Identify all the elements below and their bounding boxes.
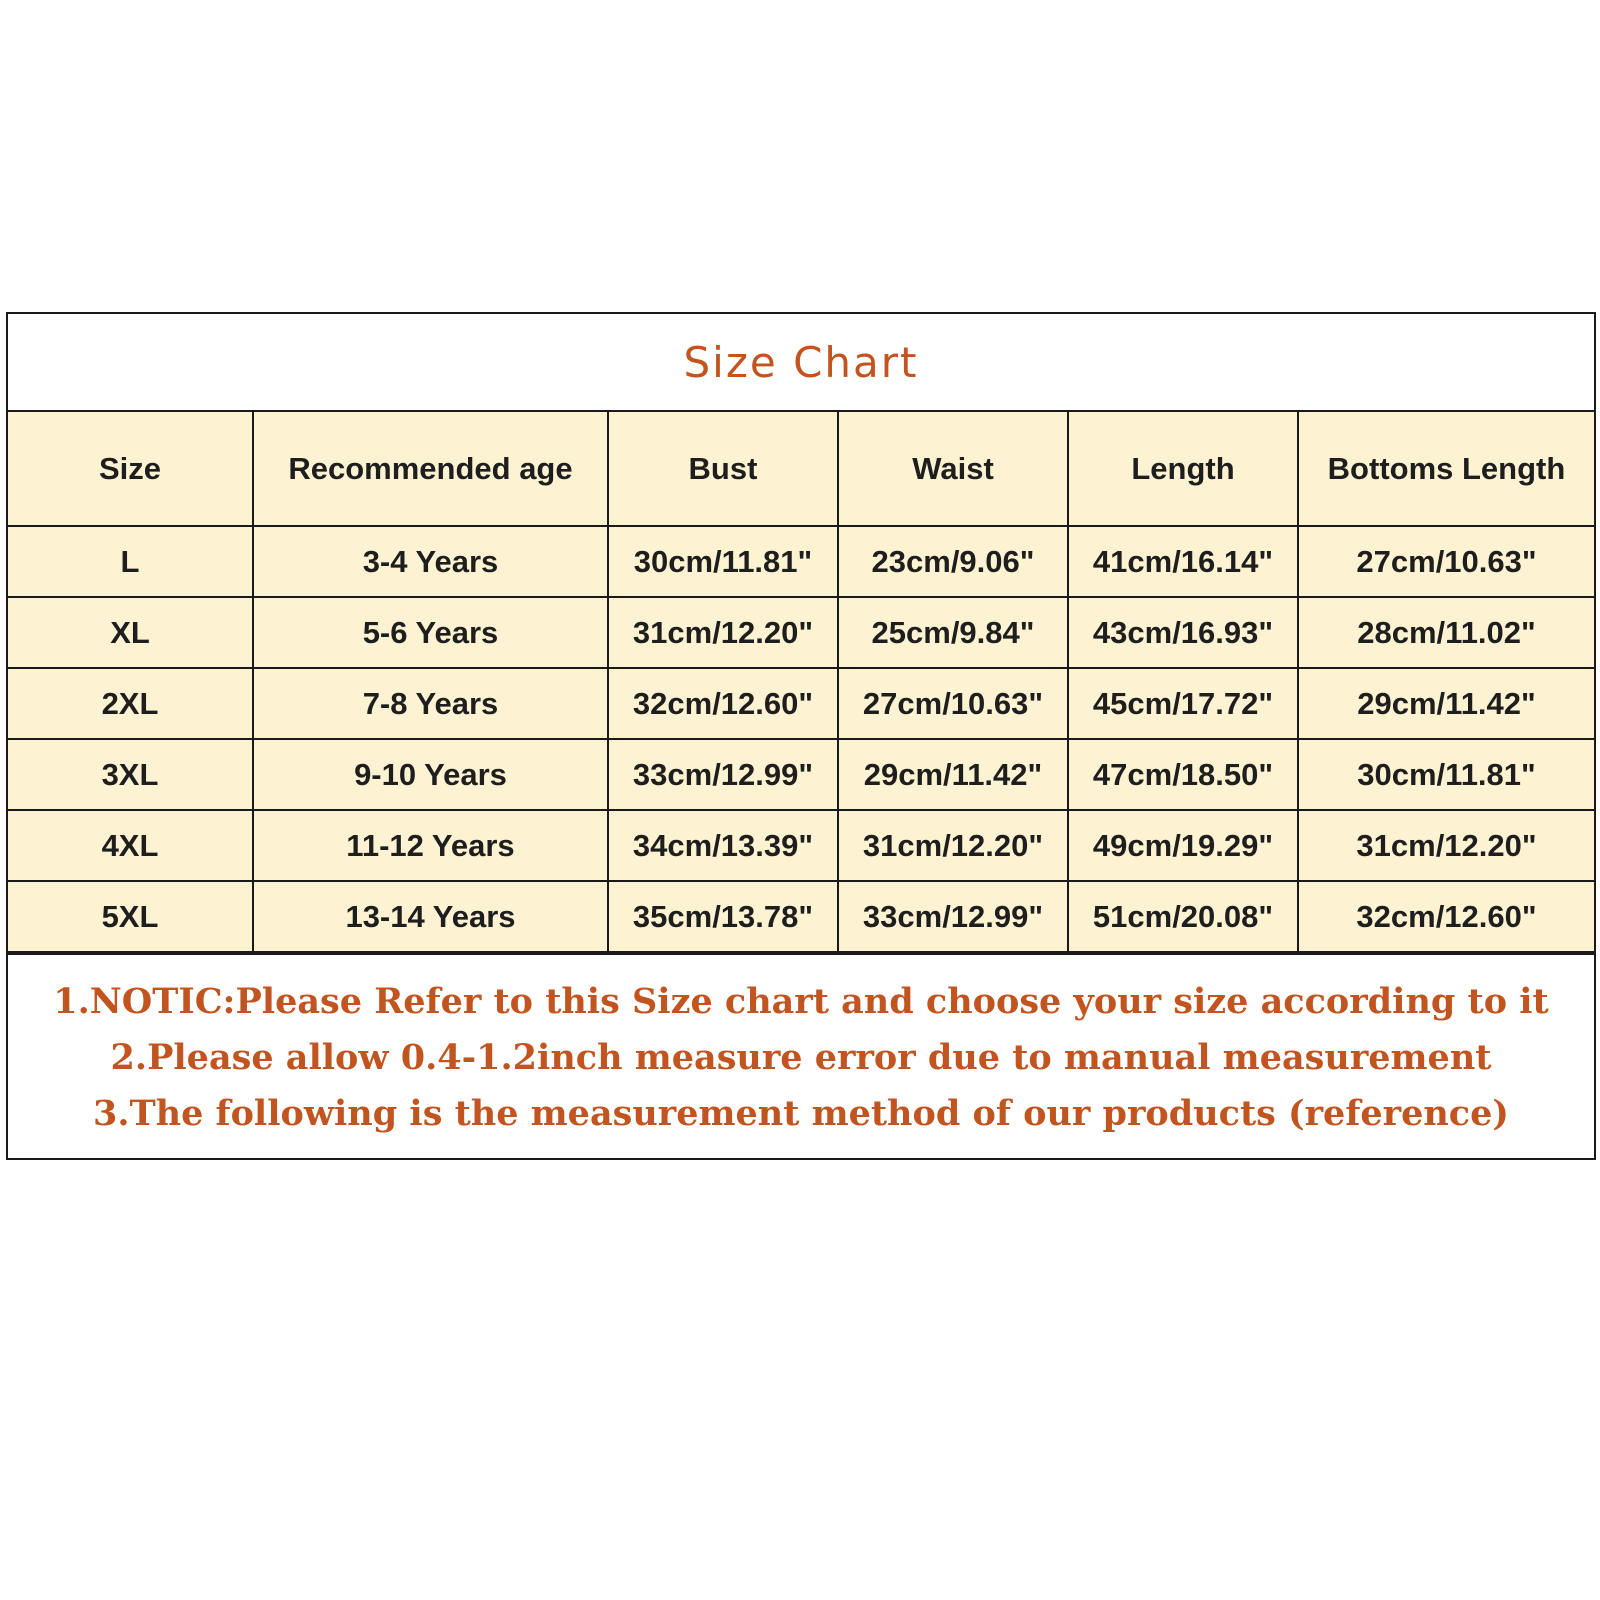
header-bottoms-length: Bottoms Length: [1298, 412, 1594, 526]
cell-waist: 25cm/9.84": [838, 597, 1068, 668]
cell-size: XL: [8, 597, 253, 668]
cell-age: 3-4 Years: [253, 526, 608, 597]
cell-waist: 33cm/12.99": [838, 881, 1068, 952]
cell-bottoms-length: 27cm/10.63": [1298, 526, 1594, 597]
cell-age: 11-12 Years: [253, 810, 608, 881]
cell-bust: 31cm/12.20": [608, 597, 838, 668]
cell-waist: 31cm/12.20": [838, 810, 1068, 881]
cell-bottoms-length: 28cm/11.02": [1298, 597, 1594, 668]
cell-size: 2XL: [8, 668, 253, 739]
cell-size: 4XL: [8, 810, 253, 881]
cell-bust: 35cm/13.78": [608, 881, 838, 952]
cell-age: 9-10 Years: [253, 739, 608, 810]
cell-age: 7-8 Years: [253, 668, 608, 739]
header-size: Size: [8, 412, 253, 526]
header-bust: Bust: [608, 412, 838, 526]
note-line: 3.The following is the measurement method of our products (reference): [93, 1093, 1509, 1134]
table-row: [8, 668, 1594, 739]
cell-waist: 29cm/11.42": [838, 739, 1068, 810]
cell-length: 51cm/20.08": [1068, 881, 1298, 952]
cell-size: 5XL: [8, 881, 253, 952]
table-row: [8, 810, 1594, 881]
cell-bottoms-length: 30cm/11.81": [1298, 739, 1594, 810]
note-line: 2.Please allow 0.4-1.2inch measure error due to manual measurement: [110, 1037, 1492, 1078]
cell-size: L: [8, 526, 253, 597]
cell-size: 3XL: [8, 739, 253, 810]
cell-bust: 33cm/12.99": [608, 739, 838, 810]
cell-bottoms-length: 29cm/11.42": [1298, 668, 1594, 739]
note-line: 1.NOTIC:Please Refer to this Size chart and choose your size according to it: [53, 981, 1549, 1022]
cell-waist: 23cm/9.06": [838, 526, 1068, 597]
cell-length: 43cm/16.93": [1068, 597, 1298, 668]
cell-bottoms-length: 32cm/12.60": [1298, 881, 1594, 952]
header-length: Length: [1068, 412, 1298, 526]
cell-length: 41cm/16.14": [1068, 526, 1298, 597]
header-waist: Waist: [838, 412, 1068, 526]
cell-length: 49cm/19.29": [1068, 810, 1298, 881]
cell-waist: 27cm/10.63": [838, 668, 1068, 739]
cell-bust: 34cm/13.39": [608, 810, 838, 881]
header-row: [8, 412, 1594, 526]
size-chart: [6, 312, 1596, 1160]
cell-bottoms-length: 31cm/12.20": [1298, 810, 1594, 881]
size-table: [8, 412, 1594, 953]
cell-length: 47cm/18.50": [1068, 739, 1298, 810]
chart-title: Size Chart: [8, 314, 1594, 412]
cell-length: 45cm/17.72": [1068, 668, 1298, 739]
table-row: [8, 597, 1594, 668]
table-row: [8, 881, 1594, 952]
table-row: [8, 526, 1594, 597]
notes-section: [8, 953, 1594, 1161]
cell-age: 5-6 Years: [253, 597, 608, 668]
table-row: [8, 739, 1594, 810]
cell-age: 13-14 Years: [253, 881, 608, 952]
cell-bust: 32cm/12.60": [608, 668, 838, 739]
header-recommended-age: Recommended age: [253, 412, 608, 526]
cell-bust: 30cm/11.81": [608, 526, 838, 597]
